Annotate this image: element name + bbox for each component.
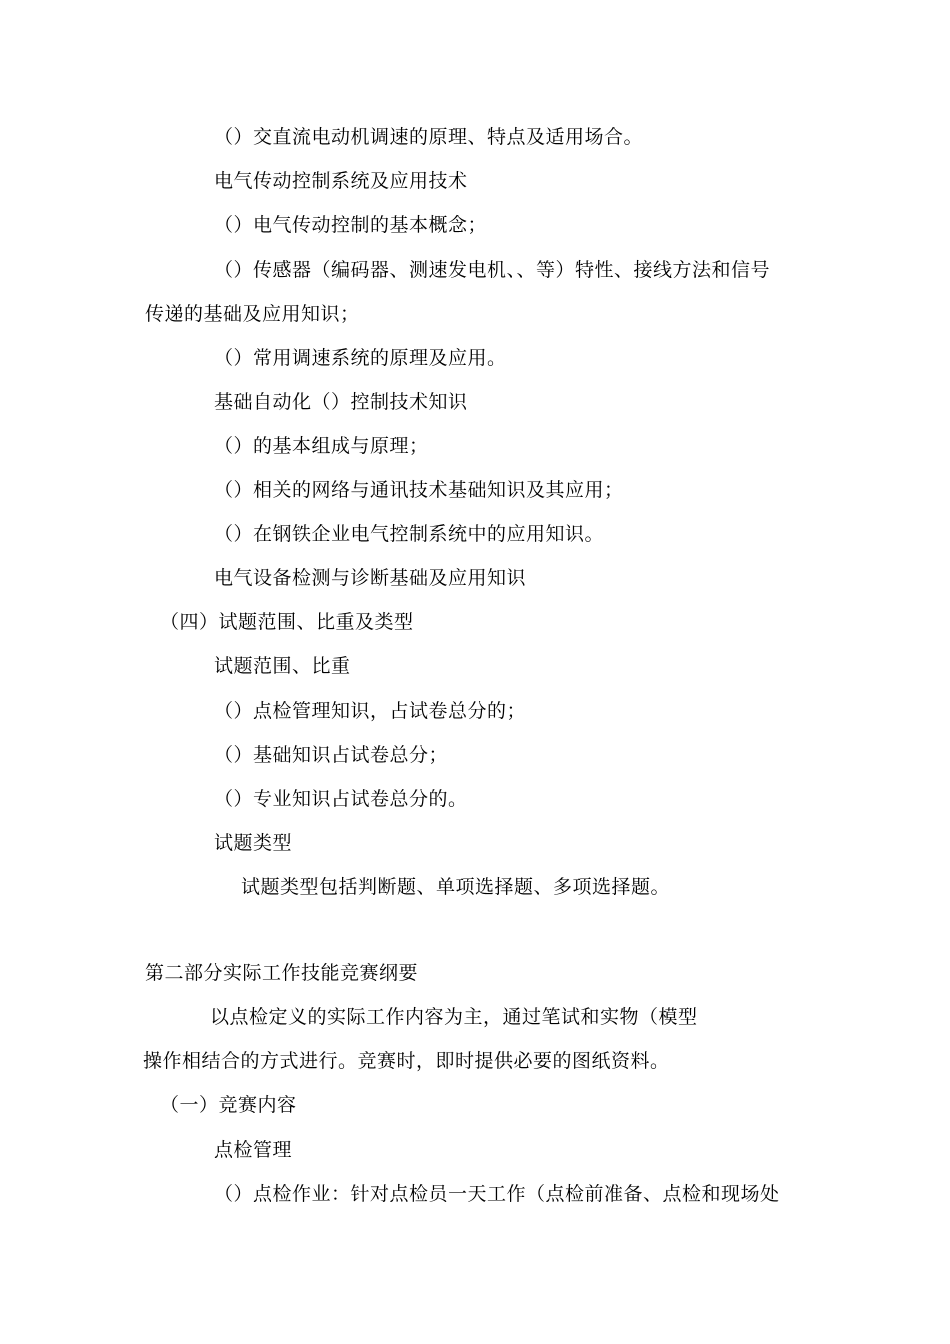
section-heading: 点检管理 bbox=[214, 1139, 293, 1161]
section-heading: 电气传动控制系统及应用技术 bbox=[214, 170, 468, 192]
paragraph-line: （）点检作业：针对点检员一天工作（点检前准备、点检和现场处 bbox=[214, 1183, 780, 1205]
section-heading: （一）竞赛内容 bbox=[160, 1094, 297, 1116]
section-heading: 试题范围、比重 bbox=[214, 655, 351, 677]
paragraph-line: 操作相结合的方式进行。竞赛时，即时提供必要的图纸资料。 bbox=[143, 1050, 670, 1072]
section-heading: 电气设备检测与诊断基础及应用知识 bbox=[214, 567, 527, 589]
paragraph-line: （）电气传动控制的基本概念； bbox=[214, 214, 488, 236]
paragraph-line: （）点检管理知识，占试卷总分的； bbox=[214, 700, 527, 722]
paragraph-line: 以点检定义的实际工作内容为主，通过笔试和实物（模型 bbox=[210, 1006, 698, 1028]
section-heading: 试题类型 bbox=[214, 832, 293, 854]
paragraph-line: 传递的基础及应用知识； bbox=[145, 303, 360, 325]
paragraph-line: （）的基本组成与原理； bbox=[214, 435, 429, 457]
paragraph-line: （）在钢铁企业电气控制系统中的应用知识。 bbox=[214, 523, 605, 545]
paragraph-line: （）相关的网络与通讯技术基础知识及其应用； bbox=[214, 479, 624, 501]
paragraph-line: （）交直流电动机调速的原理、特点及适用场合。 bbox=[214, 126, 644, 148]
section-heading: （四）试题范围、比重及类型 bbox=[160, 611, 414, 633]
section-heading: 基础自动化（）控制技术知识 bbox=[214, 391, 468, 413]
paragraph-line: （）专业知识占试卷总分的。 bbox=[214, 788, 468, 810]
paragraph-line: （）常用调速系统的原理及应用。 bbox=[214, 347, 507, 369]
paragraph-line: 试题类型包括判断题、单项选择题、多项选择题。 bbox=[241, 876, 671, 898]
part-heading: 第二部分实际工作技能竞赛纲要 bbox=[145, 962, 419, 984]
paragraph-line: （）传感器（编码器、测速发电机、、等）特性、接线方法和信号 bbox=[214, 259, 771, 281]
paragraph-line: （）基础知识占试卷总分； bbox=[214, 744, 449, 766]
